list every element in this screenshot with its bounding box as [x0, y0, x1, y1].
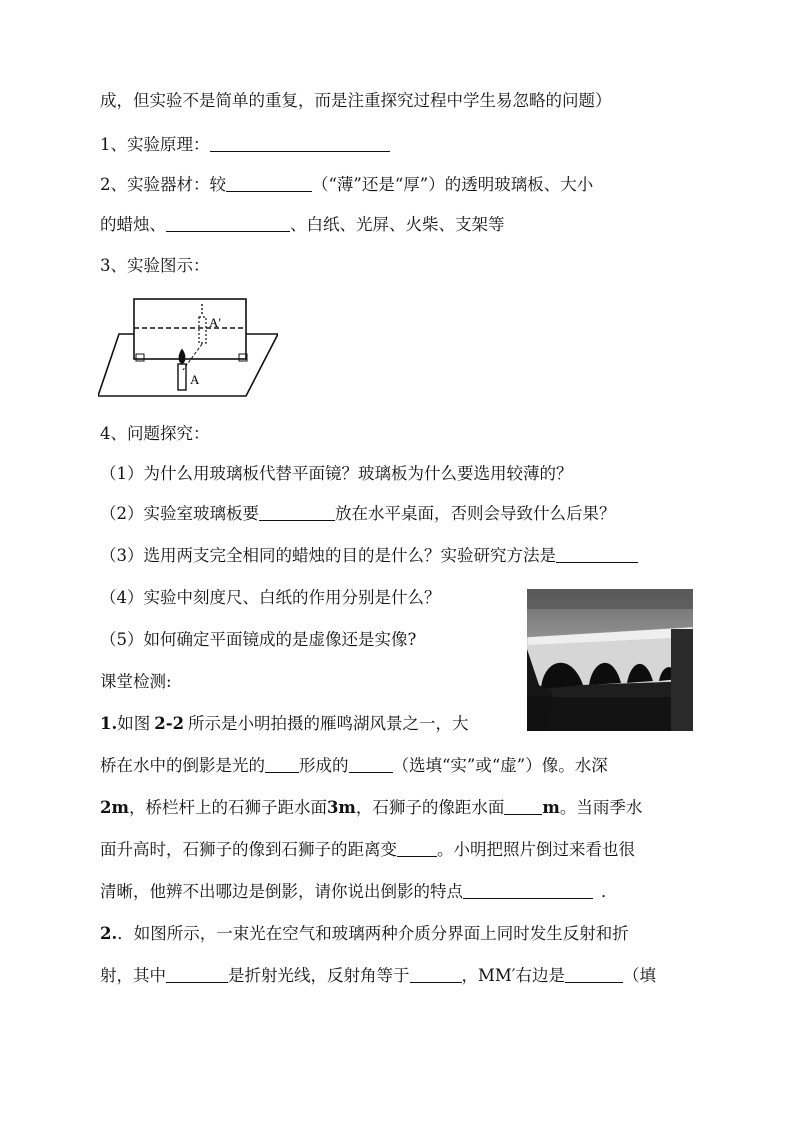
- problem-2-text-4: ，MM′右边是: [461, 966, 566, 985]
- problem-inquiry-label: 4、问题探究：: [100, 424, 210, 443]
- problem-2-number: 2.: [100, 924, 118, 943]
- glass-plate: [134, 299, 246, 359]
- question-4: （4）实验中刻度尺、白纸的作用分别是什么？: [100, 588, 441, 607]
- question-2-text-2: 放在水平桌面，否则会导致什么后果？: [335, 504, 616, 523]
- plane-mirror-experiment-figure: [98, 292, 278, 400]
- problem-1-line-1: [100, 713, 469, 735]
- photo-clouds: [527, 589, 693, 609]
- object-label: A: [190, 372, 200, 387]
- class-check-heading: 课堂检测:: [100, 672, 172, 691]
- question-1: （1）为什么用玻璃板代替平面镜？玻璃板为什么要选用较薄的？: [100, 464, 573, 483]
- problem-1-text-9: 面升高时，石狮子的像到石狮子的距离变: [100, 840, 397, 859]
- problem-1-line-2: [100, 755, 608, 777]
- water-depth-value: 2m: [100, 798, 129, 817]
- real-virtual-blank[interactable]: [349, 772, 393, 773]
- problem-1-line-5: [100, 881, 618, 903]
- problem-2-text-1: ．如图所示，一束光在空气和玻璃两种介质分界面上同时发生反射和折: [117, 924, 629, 943]
- object-candle: [178, 364, 186, 390]
- problem-1-text-1: 如图: [117, 714, 151, 733]
- question-5: （5）如何确定平面镜成的是虚像还是实像?: [100, 630, 417, 649]
- problem-1-text-3: 桥在水中的倒影是光的: [100, 756, 265, 775]
- problem-2-text-3: 是折射光线，反射角等于: [228, 966, 410, 985]
- problem-1-text-10: 。小明把照片倒过来看也很: [437, 840, 635, 859]
- medium-blank[interactable]: [565, 982, 623, 983]
- problem-1-figure-number: 2-2: [154, 714, 185, 733]
- equipment-text-1: （“薄”还是“厚”）的透明玻璃板、大小: [312, 175, 594, 194]
- thin-thick-blank[interactable]: [226, 191, 312, 192]
- equipment-text-3: 、白纸、光屏、火柴、支架等: [290, 215, 505, 234]
- question-3-text: （3）选用两支完全相同的蜡烛的目的是什么？实验研究方法是: [100, 546, 556, 565]
- equipment-answer-blank[interactable]: [166, 231, 290, 232]
- image-distance-blank[interactable]: [504, 814, 542, 815]
- question-3-blank[interactable]: [556, 562, 638, 563]
- experiment-equipment-line: [100, 174, 593, 196]
- problem-2-line-1: [100, 923, 629, 945]
- problem-1-line-4: [100, 839, 635, 861]
- right-bank-trees: [671, 629, 693, 731]
- light-phenomenon-blank[interactable]: [265, 772, 299, 773]
- problem-1-number: 1.: [100, 714, 118, 733]
- experiment-principle-line: [100, 134, 390, 156]
- problem-1-text-8: 。当雨季水: [559, 798, 643, 817]
- problem-1-line-3: [100, 797, 642, 819]
- problem-1-end-mark: ．: [601, 882, 618, 901]
- reflection-angle-blank[interactable]: [410, 982, 462, 983]
- arch-reflections: [527, 697, 693, 731]
- problem-1-text-6: ，桥栏杆上的石狮子距水面: [128, 798, 327, 817]
- principle-answer-blank[interactable]: [210, 151, 390, 152]
- refracted-ray-blank[interactable]: [166, 982, 228, 983]
- reflection-feature-blank[interactable]: [463, 898, 593, 899]
- experiment-principle-label: 1、实验原理：: [100, 135, 210, 154]
- distance-unit: m: [542, 798, 560, 817]
- problem-2-text-5: （填: [623, 966, 657, 985]
- text-line-intro-continuation: 成，但实验不是简单的重复，而是注重探究过程中学生易忽略的问题）: [100, 91, 612, 110]
- question-2-blank[interactable]: [259, 520, 335, 521]
- distance-change-blank[interactable]: [397, 856, 437, 857]
- equipment-text-2: 的蜡烛、: [100, 215, 166, 234]
- problem-1-text-11: 清晰，他辨不出哪边是倒影，请你说出倒影的特点: [100, 882, 463, 901]
- problem-2-text-2: 射，其中: [100, 966, 166, 985]
- problem-1-text-2: 所示是小明拍摄的雁鸣湖风景之一，大: [188, 714, 469, 733]
- object-flame: [179, 350, 184, 363]
- problem-1-text-7: ，石狮子的像距水面: [355, 798, 505, 817]
- question-2-text-1: （2）实验室玻璃板要: [100, 504, 259, 523]
- equipment-label: 2、实验器材：较: [100, 175, 226, 194]
- problem-1-text-4: 形成的: [299, 756, 349, 775]
- question-3: [100, 545, 638, 567]
- lion-height-value: 3m: [326, 798, 356, 817]
- question-2: [100, 503, 616, 525]
- image-label: A′: [209, 315, 222, 330]
- problem-2-line-2: [100, 965, 656, 987]
- experiment-diagram-label: 3、实验图示：: [100, 256, 210, 275]
- experiment-equipment-line-2: [100, 214, 505, 236]
- problem-1-text-5: （选填“实”或“虚”）像。水深: [392, 756, 608, 775]
- bridge-reflection-photo: [527, 589, 693, 731]
